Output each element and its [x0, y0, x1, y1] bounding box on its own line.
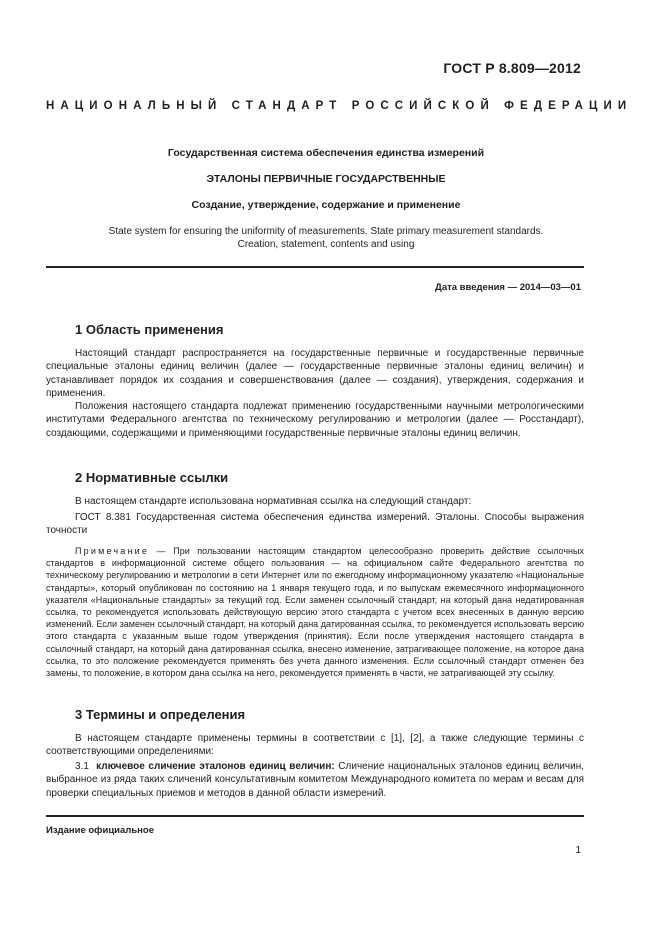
- national-standard-banner: НАЦИОНАЛЬНЫЙ СТАНДАРТ РОССИЙСКОЙ ФЕДЕРАЦИИ: [46, 100, 633, 112]
- section-2-note: [46, 545, 584, 679]
- section-1-heading: 1 Область применения: [75, 322, 224, 337]
- section-3-heading: 3 Термины и определения: [75, 707, 246, 722]
- system-title: Государственная система обеспечения единства измерений: [167, 147, 485, 159]
- english-title-line2: Creation, statement, contents and using: [237, 239, 415, 250]
- document-subtitle: Создание, утверждение, содержание и применение: [191, 199, 461, 211]
- bottom-divider: [46, 815, 584, 817]
- section-1-paragraph-1: Настоящий стандарт распространяется на государственные первичные и государственные первичные специальные эталоны единиц величин (далее — государственные первичные эталоны единиц величин) и устанавливает порядок их создания и совершенствования (далее — создания), утверждения, содержания и применения.: [46, 348, 584, 399]
- top-divider: [46, 266, 584, 268]
- page-number: 1: [575, 845, 581, 856]
- section-3-paragraph-1: В настоящем стандарте применены термины в соответствии с [1], [2], а также следующие термины с соответствующими определениями:: [46, 733, 584, 758]
- term-definition: Сличение национальных эталонов единиц величин, выбранное из ряда таких сличений консультативным комитетом Международного комитета по мерам и весам для проверки специальных приемов и методов в данной области измерений.: [46, 761, 584, 799]
- term-3-1: [46, 760, 584, 800]
- section-2-paragraph-2: ГОСТ 8.381 Государственная система обеспечения единства измерений. Эталоны. Способы выражения точности: [46, 512, 584, 537]
- standard-code: ГОСТ Р 8.809—2012: [443, 60, 581, 76]
- document-title: ЭТАЛОНЫ ПЕРВИЧНЫЕ ГОСУДАРСТВЕННЫЕ: [206, 173, 446, 185]
- section-2-paragraph-1: В настоящем стандарте использована нормативная ссылка на следующий стандарт:: [75, 496, 472, 507]
- section-2-heading: 2 Нормативные ссылки: [75, 470, 229, 485]
- term-name: ключевое сличение эталонов единиц величин:: [96, 761, 335, 772]
- note-text: — При пользовании настоящим стандартом целесообразно проверить действие ссылочных стандартов в информационной системе общего пользования — на официальном сайте Федерального агентства по техническому регулированию и метрологии в сети Интернет или по ежегодному информационному указателю «Национальные стандарты», который опубликован по состоянию на 1 января текущего года, и по выпускам ежемесячного информационного указателя «Национальные стандарты» за текущий год. Если заменен ссылочный стандарт, на который дана недатированная ссылка, то рекомендуется использовать действующую версию этого стандарта с учетом всех внесенных в данную версию изменений. Если заменен ссылочный стандарт, на который дана датированная ссылка, то рекомендуется использовать версию этого стандарта с указанным выше годом утверждения (принятия). Если после утверждения настоящего стандарта в ссылочный стандарт, на который дана датированная ссылка, внесено изменение, затрагивающее положение, на которое дана ссылка, то это положение рекомендуется применять без учета данного изменения. Если ссылочный стандарт отменен без замены, то положение, в котором дана ссылка на него, рекомендуется применять в части, не затрагивающей эту ссылку.: [46, 546, 584, 679]
- note-label: Примечание: [75, 546, 150, 556]
- official-edition-label: Издание официальное: [46, 825, 154, 836]
- introduction-date: Дата введения — 2014—03—01: [435, 282, 581, 293]
- english-title-line1: State system for ensuring the uniformity of measurements. State primary measurement standards.: [108, 226, 544, 237]
- section-1-paragraph-2: Положения настоящего стандарта подлежат применению государственными научными метрологическими институтами Федерального агентства по техническому регулированию и метрологии (далее — Росстандарт), создающими, содержащими и применяющими государственные первичные эталоны единиц величин.: [46, 401, 584, 439]
- term-number: 3.1: [75, 761, 89, 772]
